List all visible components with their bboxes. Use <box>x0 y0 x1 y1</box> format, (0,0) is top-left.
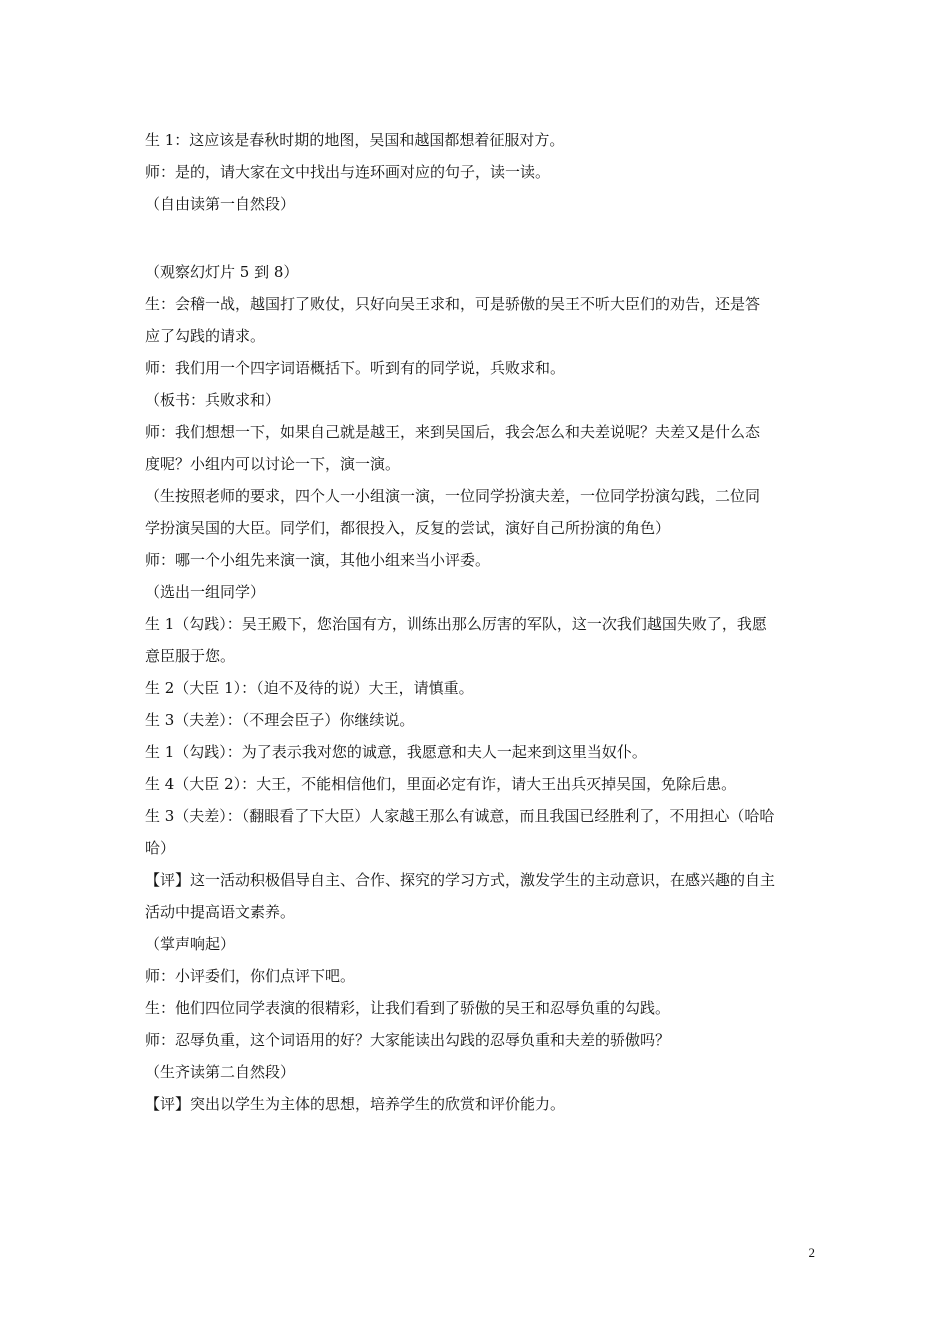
text-line: 师：我们想想一下，如果自己就是越王，来到吴国后，我会怎么和夫差说呢？夫差又是什么态 <box>145 423 761 441</box>
text-line: 生 3（夫差）：（翻眼看了下大臣）人家越王那么有诚意，而且我国已经胜利了，不用担心（哈哈 <box>145 807 775 825</box>
text-line: （生齐读第二自然段） <box>145 1063 296 1081</box>
text-line: 师：是的，请大家在文中找出与连环画对应的句子，读一读。 <box>145 163 551 181</box>
text-line: 生 1：这应该是春秋时期的地图，吴国和越国都想着征服对方。 <box>145 131 565 149</box>
text-line: （生按照老师的要求，四个人一小组演一演，一位同学扮演夫差，一位同学扮演勾践，二位同 <box>145 487 761 505</box>
blank-line <box>145 220 810 256</box>
document-body <box>145 124 810 1120</box>
text-line: （选出一组同学） <box>145 583 266 601</box>
text-line: 生 3（夫差）：（不理会臣子）你继续说。 <box>145 711 415 729</box>
text-line: 度呢？小组内可以讨论一下，演一演。 <box>145 455 401 473</box>
text-line: 【评】突出以学生为主体的思想，培养学生的欣赏和评价能力。 <box>145 1095 566 1113</box>
text-line: 生：会稽一战，越国打了败仗，只好向吴王求和，可是骄傲的吴王不听大臣们的劝告，还是答 <box>145 295 761 313</box>
text-line: 哈） <box>145 839 176 857</box>
text-line: 师：我们用一个四字词语概括下。听到有的同学说，兵败求和。 <box>145 359 566 377</box>
page-number: 2 <box>808 1245 815 1260</box>
text-line: 师：忍辱负重，这个词语用的好？大家能读出勾践的忍辱负重和夫差的骄傲吗？ <box>145 1031 671 1049</box>
text-line: 生 4（大臣 2）：大王，不能相信他们，里面必定有诈，请大王出兵灭掉吴国，免除后患。 <box>145 775 737 793</box>
text-line: （板书：兵败求和） <box>145 391 281 409</box>
text-line: （掌声响起） <box>145 935 236 953</box>
text-line: 【评】这一活动积极倡导自主、合作、探究的学习方式，激发学生的主动意识，在感兴趣的自主 <box>145 871 776 889</box>
text-line: 生：他们四位同学表演的很精彩，让我们看到了骄傲的吴王和忍辱负重的勾践。 <box>145 999 671 1017</box>
text-line: 生 2（大臣 1）：（迫不及待的说）大王，请慎重。 <box>145 679 474 697</box>
text-line: 师：小评委们，你们点评下吧。 <box>145 967 356 985</box>
text-line: 生 1（勾践）：吴王殿下，您治国有方，训练出那么厉害的军队，这一次我们越国失败了，我愿 <box>145 615 767 633</box>
text-line: （观察幻灯片 5 到 8） <box>145 263 299 281</box>
text-line: （自由读第一自然段） <box>145 195 296 213</box>
text-line: 活动中提高语文素养。 <box>145 903 296 921</box>
text-line: 意臣服于您。 <box>145 647 236 665</box>
text-line: 师：哪一个小组先来演一演，其他小组来当小评委。 <box>145 551 491 569</box>
text-line: 生 1（勾践）：为了表示我对您的诚意，我愿意和夫人一起来到这里当奴仆。 <box>145 743 647 761</box>
text-line: 应了勾践的请求。 <box>145 327 266 345</box>
text-line: 学扮演吴国的大臣。同学们，都很投入，反复的尝试，演好自己所扮演的角色） <box>145 519 671 537</box>
